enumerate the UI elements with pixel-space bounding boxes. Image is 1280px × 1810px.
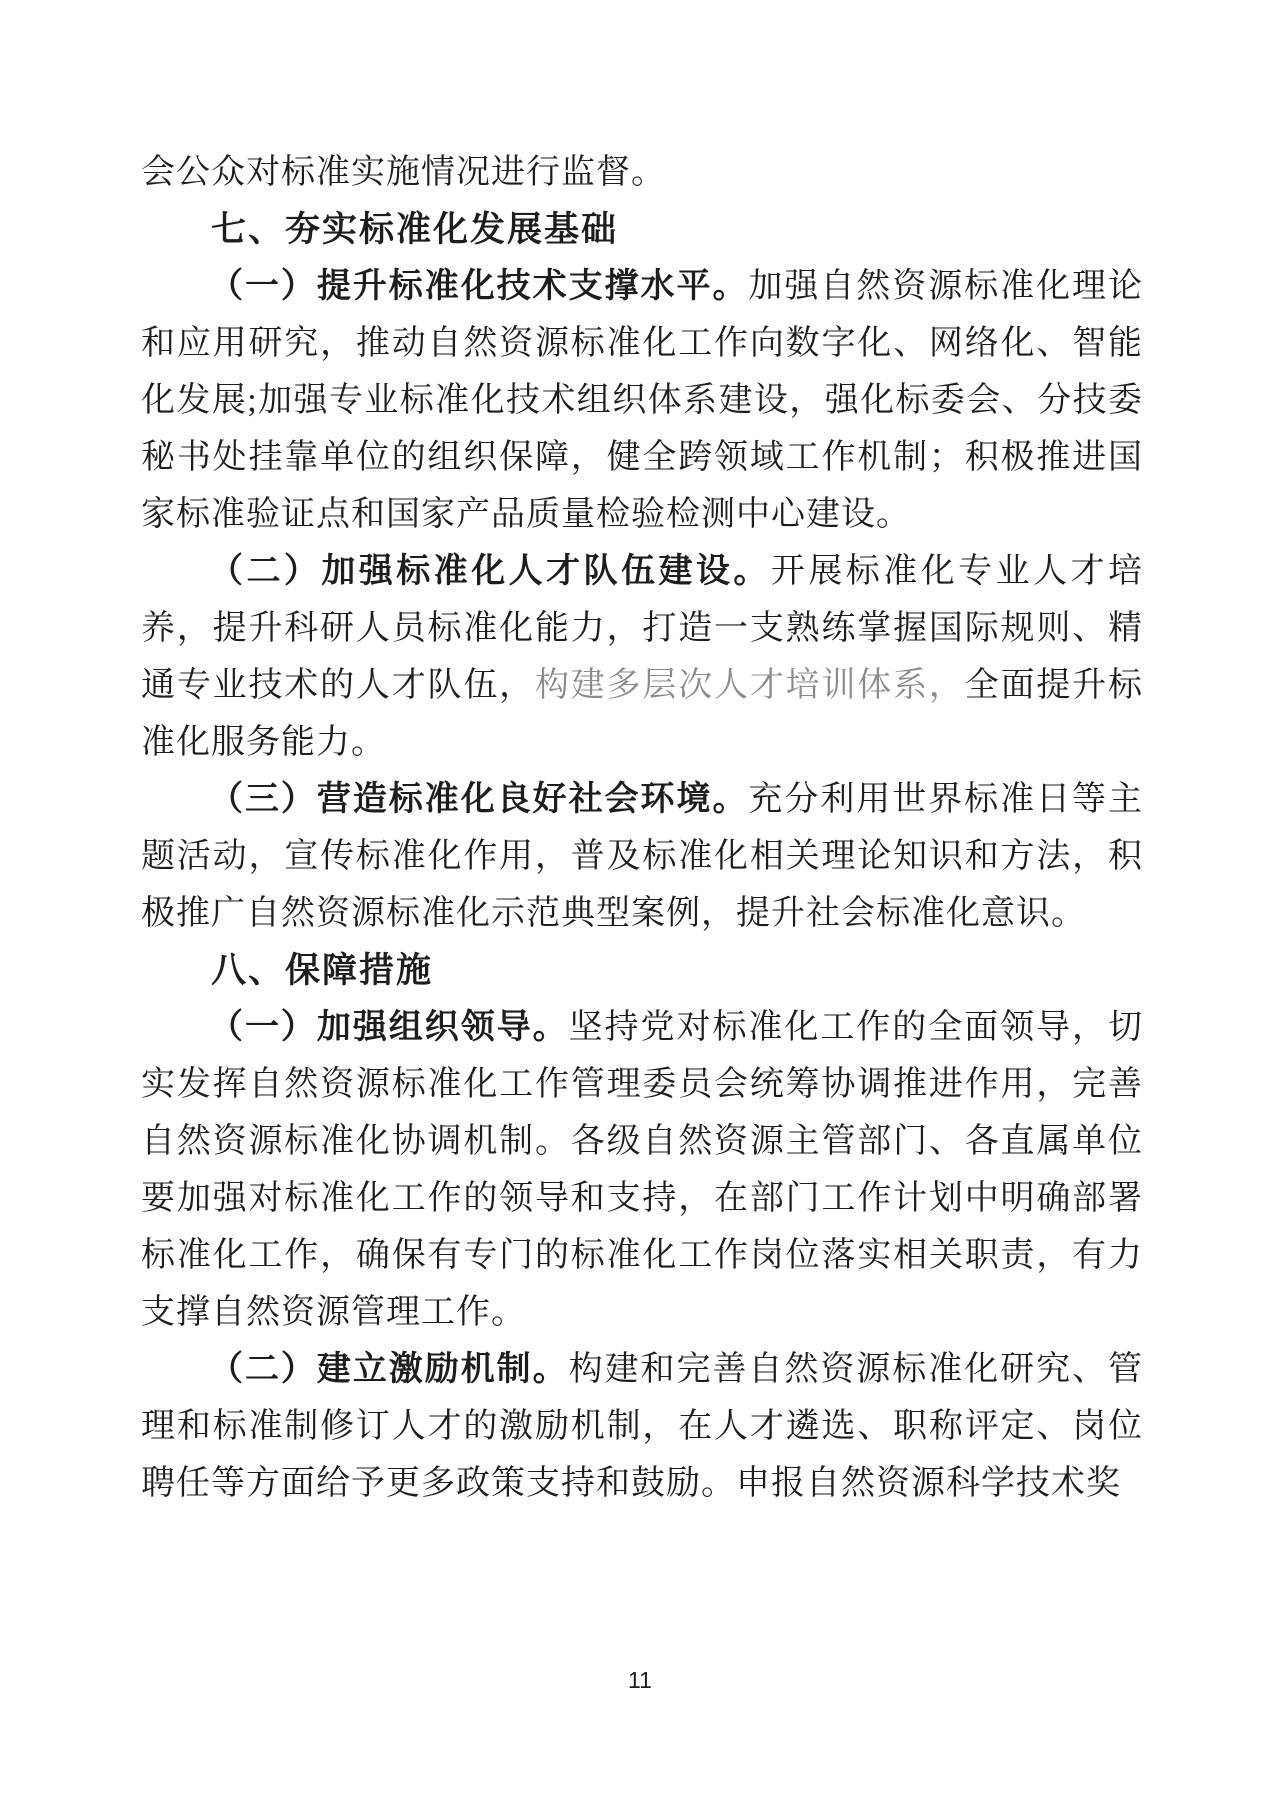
text-block: [141, 144, 1143, 1512]
paragraph-7-1-body: 加强自然资源标准化理论和应用研究，推动自然资源标准化工作向数字化、网络化、智能化发展;加强专业标准化技术组织体系建设，强化标委会、分技委秘书处挂靠单位的组织保障，健全跨领域工作机制；积极推进国家标准验证点和国家产品质量检验检测中心建设。: [141, 268, 1144, 533]
paragraph-8-2-lead: （二）建立激励机制。: [209, 1351, 569, 1388]
paragraph-7-2-body2: 全面提升标准化服务能力。: [141, 667, 1144, 761]
paragraph-7-1: [141, 258, 1143, 543]
paragraph-7-2-gray-segment: 构建多层次人才培训体系，: [534, 667, 965, 704]
section-heading-eight: 八、保障措施: [211, 951, 434, 990]
paragraph-7-2: [141, 543, 1143, 771]
continuation-line: 会公众对标准实施情况进行监督。: [141, 154, 666, 191]
paragraph-7-2-body1: 开展标准化专业人才培养，提升科研人员标准化能力，打造一支熟练掌握国际规则、精通专业技术的人才队伍，: [141, 553, 1143, 704]
section-heading-seven: 七、夯实标准化发展基础: [211, 210, 619, 249]
page-number: 11: [628, 1667, 652, 1693]
paragraph-8-2: [141, 1341, 1143, 1512]
paragraph-8-2-body: 构建和完善自然资源标准化研究、管理和标准制修订人才的激励机制，在人才遴选、职称评定、岗位聘任等方面给予更多政策支持和鼓励。申报自然资源科学技术奖: [141, 1351, 1144, 1502]
paragraph-8-1-body: 坚持党对标准化工作的全面领导，切实发挥自然资源标准化工作管理委员会统筹协调推进作用，完善自然资源标准化协调机制。各级自然资源主管部门、各直属单位要加强对标准化工作的领导和支持，在部门工作计划中明确部署标准化工作，确保有专门的标准化工作岗位落实相关职责，有力支撑自然资源管理工作。: [141, 1009, 1144, 1331]
paragraph-8-1-lead: （一）加强组织领导。: [209, 1009, 569, 1046]
paragraph-7-3-body: 充分利用世界标准日等主题活动，宣传标准化作用，普及标准化相关理论知识和方法，积极推广自然资源标准化示范典型案例，提升社会标准化意识。: [141, 781, 1144, 932]
paragraph-7-3: [141, 771, 1143, 942]
paragraph-7-1-lead: （一）提升标准化技术支撑水平。: [209, 268, 749, 305]
paragraph-7-2-lead: （二）加强标准化人才队伍建设。: [209, 553, 771, 590]
paragraph-7-3-lead: （三）营造标准化良好社会环境。: [209, 781, 749, 818]
paragraph-8-1: [141, 999, 1143, 1341]
